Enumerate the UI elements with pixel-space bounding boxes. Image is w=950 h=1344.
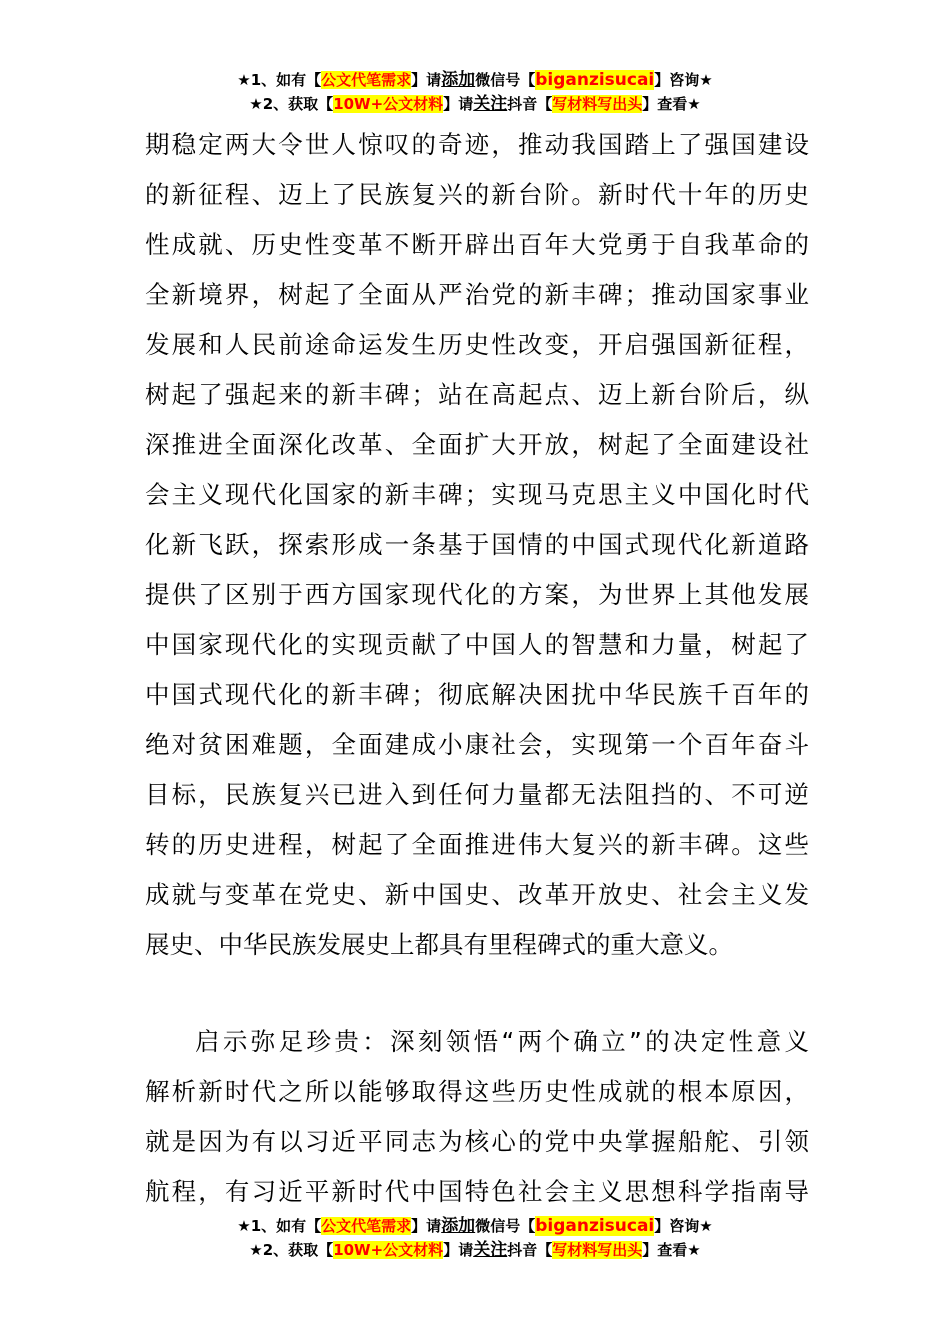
footer-banner	[0, 1214, 950, 1262]
banner-emphasis-follow: 关注	[473, 1240, 508, 1260]
banner-wechat-id: biganzisucai	[535, 1216, 655, 1236]
text-line: 就是因为有以习近平同志为核心的党中央掌握船舵、引领	[145, 1127, 809, 1156]
text-line: 树起了强起来的新丰碑；站在高起点、迈上新台阶后，纵	[145, 380, 809, 409]
text-line: 性成就、历史性变革不断开辟出百年大党勇于自我革命的	[145, 230, 809, 259]
banner-highlight-materials: 10W+公文材料	[333, 1241, 444, 1259]
banner-line-1	[0, 1214, 950, 1238]
text-line: 转的历史进程，树起了全面推进伟大复兴的新丰碑。这些	[145, 830, 809, 859]
banner-line-2	[0, 92, 950, 116]
banner-emphasis-add: 添加	[441, 70, 476, 90]
banner-douyin-account: 写材料写出头	[552, 1241, 643, 1259]
text-line: 中国式现代化的新丰碑；彻底解决困扰中华民族千百年的	[145, 680, 809, 709]
banner-text: 微信号【	[475, 71, 536, 89]
banner-text: 】请	[443, 95, 474, 113]
banner-emphasis-follow: 关注	[473, 94, 508, 114]
text-line: 深推进全面深化改革、全面扩大开放，树起了全面建设社	[145, 430, 809, 459]
banner-text: 】请	[411, 1217, 442, 1235]
banner-text: 】请	[411, 71, 442, 89]
text-line: 解析新时代之所以能够取得这些历史性成就的根本原因，	[145, 1077, 809, 1106]
text-line: 会主义现代化国家的新丰碑；实现马克思主义中国化时代	[145, 480, 809, 509]
text-line: 绝对贫困难题，全面建成小康社会，实现第一个百年奋斗	[145, 730, 809, 759]
banner-text: 】咨询★	[654, 1217, 713, 1235]
banner-highlight-service: 公文代笔需求	[321, 1217, 412, 1235]
banner-emphasis-add: 添加	[441, 1216, 476, 1236]
banner-text: 抖音【	[507, 1241, 553, 1259]
header-banner	[0, 68, 950, 116]
banner-highlight-service: 公文代笔需求	[321, 71, 412, 89]
banner-text: 】查看★	[642, 1241, 701, 1259]
text-line: 目标，民族复兴已进入到任何力量都无法阻挡的、不可逆	[145, 780, 809, 809]
banner-text: 微信号【	[475, 1217, 536, 1235]
text-line: 发展和人民前途命运发生历史性改变，开启强国新征程，	[145, 330, 809, 359]
banner-text: ★1、如有【	[237, 71, 322, 89]
banner-line-1	[0, 68, 950, 92]
text-line: 期稳定两大令世人惊叹的奇迹，推动我国踏上了强国建设	[145, 130, 809, 159]
text-line: 全新境界，树起了全面从严治党的新丰碑；推动国家事业	[145, 280, 809, 309]
banner-text: ★2、获取【	[249, 1241, 334, 1259]
banner-text: 】咨询★	[654, 71, 713, 89]
paragraph-achievements	[145, 120, 809, 970]
paragraph-insights	[145, 1017, 809, 1217]
text-line: 航程，有习近平新时代中国特色社会主义思想科学指南导	[145, 1177, 809, 1206]
text-line: 展史、中华民族发展史上都具有里程碑式的重大意义。	[145, 930, 733, 959]
text-line: 中国家现代化的实现贡献了中国人的智慧和力量，树起了	[145, 630, 809, 659]
banner-wechat-id: biganzisucai	[535, 70, 655, 90]
banner-text: ★2、获取【	[249, 95, 334, 113]
text-line: 化新飞跃，探索形成一条基于国情的中国式现代化新道路	[145, 530, 809, 559]
text-line: 的新征程、迈上了民族复兴的新台阶。新时代十年的历史	[145, 180, 809, 209]
banner-text: ★1、如有【	[237, 1217, 322, 1235]
banner-text: 】请	[443, 1241, 474, 1259]
banner-douyin-account: 写材料写出头	[552, 95, 643, 113]
banner-text: 】查看★	[642, 95, 701, 113]
text-line: 启示弥足珍贵：深刻领悟“两个确立”的决定性意义	[195, 1027, 809, 1056]
banner-text: 抖音【	[507, 95, 553, 113]
banner-line-2	[0, 1238, 950, 1262]
banner-highlight-materials: 10W+公文材料	[333, 95, 444, 113]
text-line: 成就与变革在党史、新中国史、改革开放史、社会主义发	[145, 880, 809, 909]
text-line: 提供了区别于西方国家现代化的方案，为世界上其他发展	[145, 580, 809, 609]
